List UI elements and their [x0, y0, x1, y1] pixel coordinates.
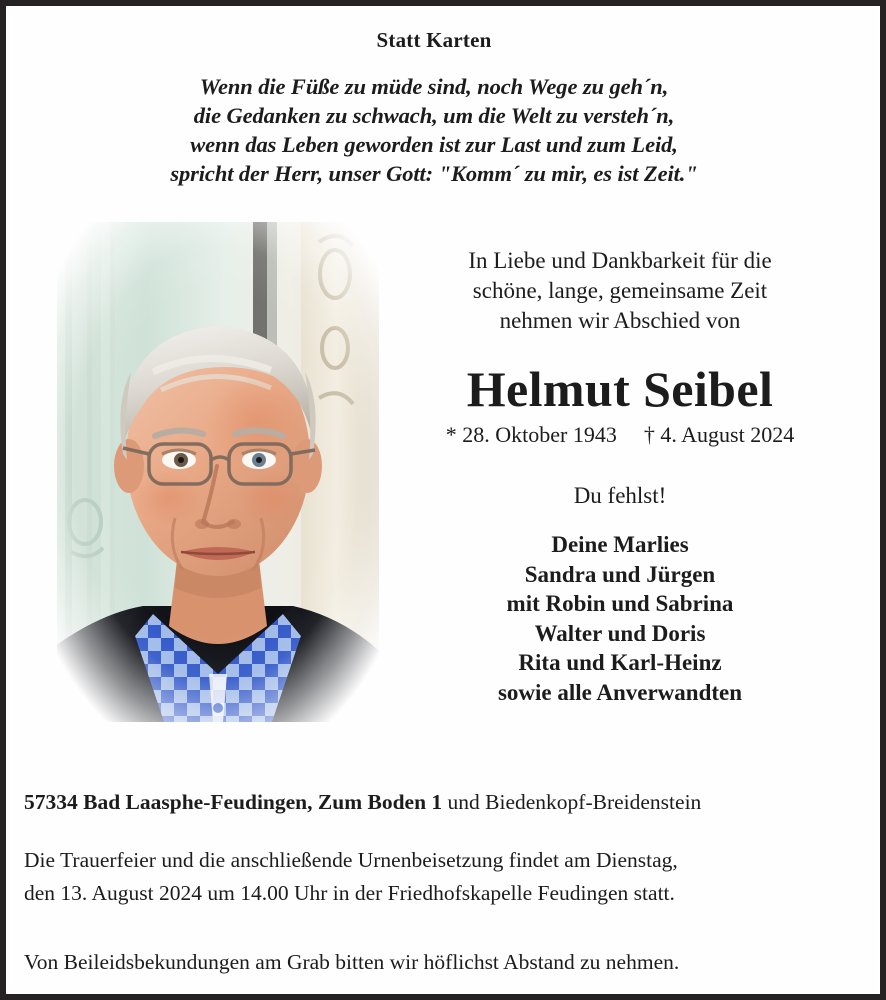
survivor-line: Rita und Karl-Heinz — [518, 650, 722, 675]
survivor-line: Walter und Doris — [534, 620, 706, 646]
life-dates — [385, 422, 855, 448]
survivor-line: sowie alle Anverwandten — [497, 679, 743, 705]
service-line: den 13. August 2024 um 14.00 Uhr in der Friedhofskapelle Feudingen statt. — [24, 881, 675, 905]
survivors-list — [385, 530, 855, 707]
verse-line: die Gedanken zu schwach, um die Welt zu versteh´n, — [193, 103, 675, 128]
portrait-illustration — [57, 222, 379, 722]
deceased-name: Helmut Seibel — [466, 361, 774, 417]
survivor-line: Deine Marlies — [551, 532, 689, 557]
farewell-line: Du fehlst! — [573, 483, 667, 508]
dedication-text — [385, 246, 855, 336]
dedication-line: schöne, lange, gemeinsame Zeit — [472, 278, 768, 303]
portrait-photo-image — [57, 222, 379, 722]
memorial-text-column — [385, 246, 855, 707]
portrait-photo — [57, 222, 379, 722]
survivor-line: mit Robin und Sabrina — [506, 591, 734, 616]
verse-line: wenn das Leben geworden ist zur Last und zum Leid, — [190, 132, 678, 157]
memorial-verse — [0, 72, 868, 188]
statt-karten-heading: Statt Karten — [376, 28, 492, 52]
dedication-line: nehmen wir Abschied von — [499, 308, 741, 333]
address-secondary: und Biedenkopf-Breidenstein — [442, 790, 702, 814]
service-details — [24, 844, 844, 910]
survivor-line: Sandra und Jürgen — [524, 561, 716, 587]
verse-line: Wenn die Füße zu müde sind, noch Wege zu geh´n, — [199, 74, 669, 99]
verse-line: spricht der Herr, unser Gott: "Komm´ zu mir, es ist Zeit." — [170, 161, 698, 186]
notice-footer — [24, 788, 844, 976]
service-line: Die Trauerfeier und die anschließende Urnenbeisetzung findet am Dienstag, — [24, 848, 678, 872]
death-date: † 4. August 2024 — [643, 422, 795, 447]
condolence-note: Von Beileidsbekundungen am Grab bitten wir höflichst Abstand zu nehmen. — [24, 950, 680, 974]
dedication-line: In Liebe und Dankbarkeit für die — [468, 248, 772, 273]
address-line — [24, 788, 844, 816]
birth-date: * 28. Oktober 1943 — [445, 422, 617, 447]
address-primary: 57334 Bad Laasphe-Feudingen, Zum Boden 1 — [24, 790, 443, 814]
